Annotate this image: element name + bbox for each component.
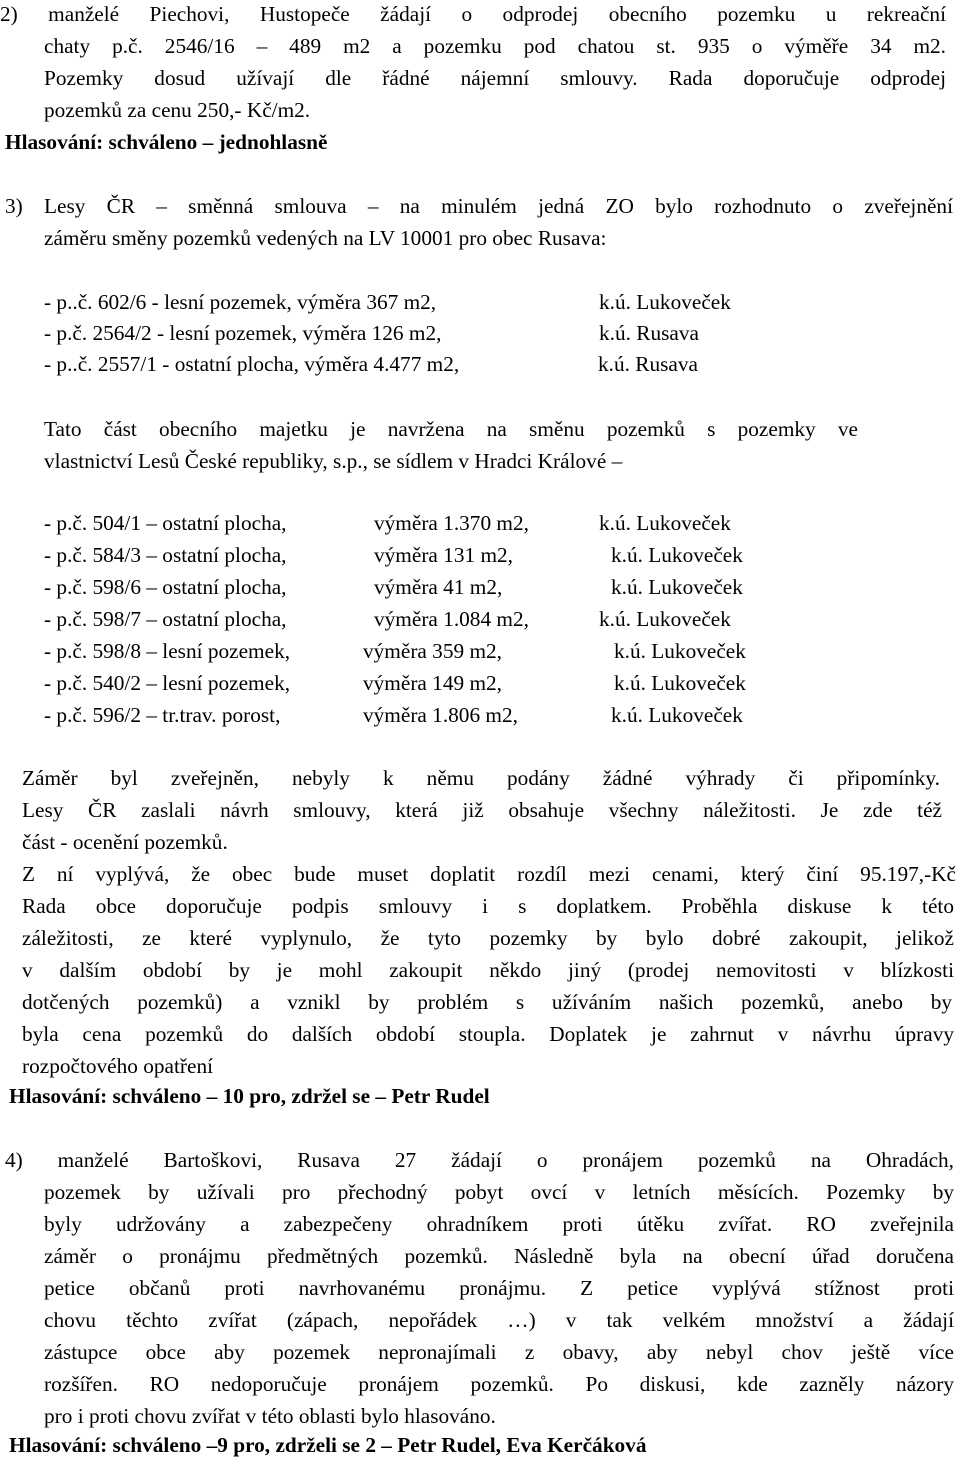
parcel-ku: k.ú. Rusava [598,352,698,376]
paragraph-line: záležitosti, ze které vyplynulo, že tyto pozemky by bylo dobré zakoupit, jelikož [22,926,954,950]
parcel-ku: k.ú. Lukoveček [599,290,731,314]
parcel-pc: - p.č. 584/3 – ostatní plocha, [44,543,287,567]
parcel-area: výměra 1.084 m2, [374,607,529,631]
paragraph-line: rozpočtového opatření [22,1054,214,1078]
item-2-line: pozemků za cenu 250,- Kč/m2. [44,98,311,122]
parcel-ku: k.ú. Lukoveček [614,671,746,695]
item-3-middle-line: vlastnictví Lesů České republiky, s.p., se sídlem v Hradci Králové – [44,449,623,473]
item-4-line: pro i proti chovu zvířat v této oblasti bylo hlasováno. [44,1404,496,1428]
parcel-pc: - p.č. 598/8 – lesní pozemek, [44,639,291,663]
parcel-pc: - p.č. 540/2 – lesní pozemek, [44,671,291,695]
parcel-ku: k.ú. Lukoveček [611,543,743,567]
item-4-line: byly udržovány a zabezpečeny ohradníkem proti útěku zvířat. RO zveřejnila [44,1212,954,1236]
item-4-line: chovu těchto zvířat (zápach, nepořádek …) v tak velkém množství a žádají [44,1308,954,1332]
parcel-desc: - p..č. 602/6 - lesní pozemek, výměra 367 m2, [44,290,437,314]
item-4-vote: Hlasování: schváleno –9 pro, zdrželi se 2 – Petr Rudel, Eva Kerčáková [9,1433,647,1457]
item-4-line: pozemek by užívali pro přechodný pobyt ovcí v letních měsících. Pozemky by [44,1180,954,1204]
item-3-vote: Hlasování: schváleno – 10 pro, zdržel se – Petr Rudel [9,1084,490,1108]
parcel-pc: - p.č. 596/2 – tr.trav. porost, [44,703,281,727]
item-4-line: záměr o pronájmu předmětných pozemků. Následně byla na obecní úřad doručena [44,1244,954,1268]
parcel-area: výměra 149 m2, [363,671,502,695]
parcel-area: výměra 41 m2, [374,575,503,599]
parcel-pc: - p.č. 598/7 – ostatní plocha, [44,607,287,631]
item-4-line: zástupce obce aby pozemek nepronajímali z obavy, aby nebyl chov ještě více [44,1340,954,1364]
parcel-ku: k.ú. Lukoveček [599,511,731,535]
paragraph-line: byla cena pozemků do dalších období stoupla. Doplatek je zahrnut v návrhu úpravy [22,1022,954,1046]
parcel-ku: k.ú. Rusava [599,321,699,345]
parcel-area: výměra 359 m2, [363,639,502,663]
parcel-area: výměra 1.370 m2, [374,511,529,535]
item-4-line: petice občanů proti navrhovanému pronájmu. Z petice vyplývá stížnost proti [44,1276,954,1300]
paragraph-line: Rada obce doporučuje podpis smlouvy i s doplatkem. Proběhla diskuse k této [22,894,954,918]
item-3-intro-line: záměru směny pozemků vedených na LV 10001 pro obec Rusava: [44,226,607,250]
parcel-ku: k.ú. Lukoveček [614,639,746,663]
item-4-line: 4) manželé Bartoškovi, Rusava 27 žádají o pronájem pozemků na Ohradách, [5,1148,954,1172]
paragraph-line: dotčených pozemků) a vznikl by problém s užíváním našich pozemků, anebo by [22,990,952,1014]
paragraph-line: Záměr byl zveřejněn, nebyly k němu podány žádné výhrady či připomínky. [22,766,940,790]
paragraph-line: Z ní vyplývá, že obec bude muset doplatit rozdíl mezi cenami, který činí 95.197,-Kč [22,862,956,886]
item-2-line: chaty p.č. 2546/16 – 489 m2 a pozemku pod chatou st. 935 o výměře 34 m2. [44,34,946,58]
parcel-area: výměra 1.806 m2, [363,703,518,727]
item-2-vote: Hlasování: schváleno – jednohlasně [5,130,328,154]
paragraph-line: v dalším období by je mohl zakoupit někdo jiný (prodej nemovitosti v blízkosti [22,958,954,982]
item-2-line: 2) manželé Piechovi, Hustopeče žádají o odprodej obecního pozemku u rekreační [0,2,946,26]
item-3-intro-line: 3) Lesy ČR – směnná smlouva – na minulém jedná ZO bylo rozhodnuto o zveřejnění [5,194,953,218]
parcel-desc: - p.č. 2564/2 - lesní pozemek, výměra 126 m2, [44,321,442,345]
parcel-ku: k.ú. Lukoveček [611,703,743,727]
parcel-ku: k.ú. Lukoveček [611,575,743,599]
item-3-middle-line: Tato část obecního majetku je navržena na směnu pozemků s pozemky ve [44,417,858,441]
item-2-line: Pozemky dosud užívají dle řádné nájemní smlouvy. Rada doporučuje odprodej [44,66,946,90]
parcel-ku: k.ú. Lukoveček [599,607,731,631]
parcel-pc: - p.č. 598/6 – ostatní plocha, [44,575,287,599]
parcel-area: výměra 131 m2, [374,543,513,567]
parcel-desc: - p..č. 2557/1 - ostatní plocha, výměra 4.477 m2, [44,352,460,376]
paragraph-line: Lesy ČR zaslali návrh smlouvy, která již obsahuje všechny náležitosti. Je zde též [22,798,942,822]
paragraph-line: část - ocenění pozemků. [22,830,228,854]
item-4-line: rozšířen. RO nedoporučuje pronájem pozemků. Po diskusi, kde zazněly názory [44,1372,954,1396]
parcel-pc: - p.č. 504/1 – ostatní plocha, [44,511,287,535]
